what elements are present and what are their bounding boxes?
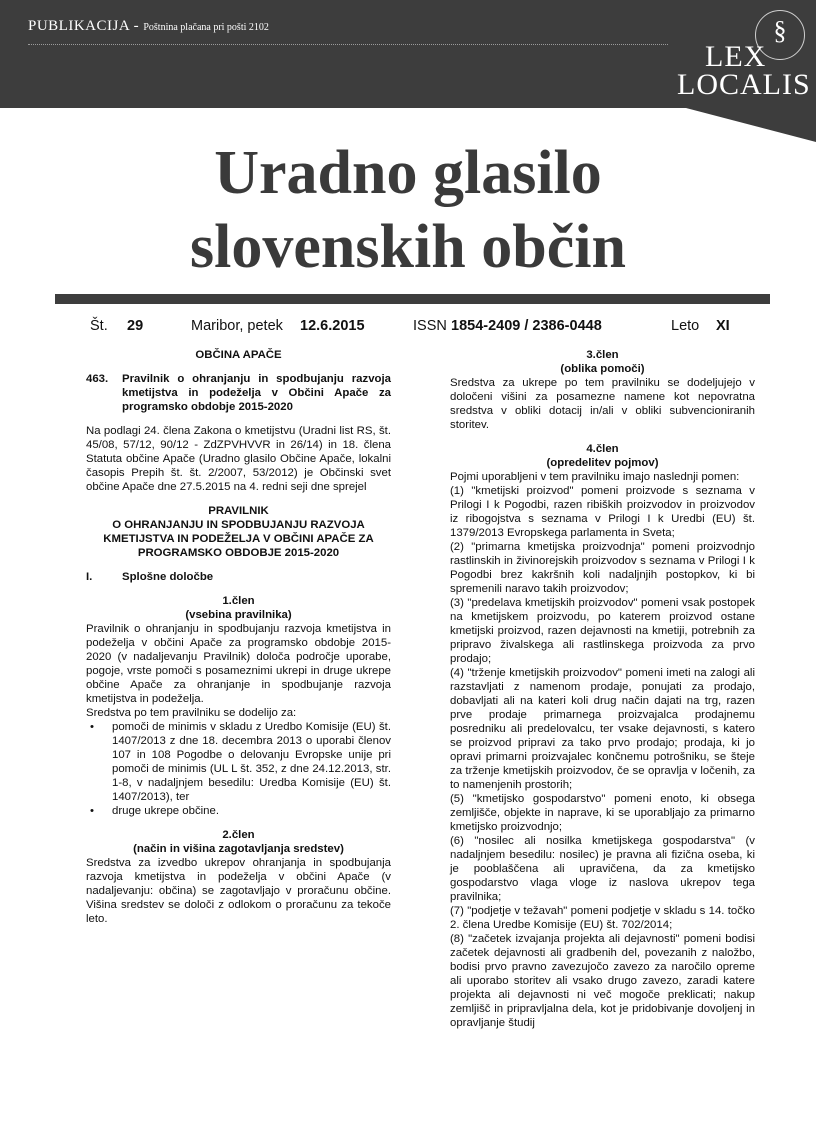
article-3-title: 3.člen	[586, 349, 619, 361]
dotted-divider	[28, 44, 668, 45]
article-4-intro: Pojmi uporabljeni v tem pravilniku imajo naslednji pomen:	[450, 471, 740, 483]
title-rule	[55, 294, 770, 304]
article-2-title: 2.člen	[222, 829, 255, 841]
article-1-subtitle: (vsebina pravilnika)	[185, 609, 292, 621]
meta-leto-label: Leto	[671, 318, 700, 334]
definition-3: (3) "predelava kmetijskih proizvodov" pomeni vsak postopek na kmetijskem proizvodu, po katerem proizvod ostane kmetijski proizvod, razen dejavnosti na kmetiji, potrebnih za pripravo živalskega ali rastlinskega proizvoda za prvo prodajo;	[450, 597, 755, 665]
bullet-item-1	[86, 720, 391, 804]
article-1-title: 1.člen	[222, 595, 255, 607]
definition-8: (8) "začetek izvajanja projekta ali dejavnosti" pomeni bodisi začetek dejavnosti ali gradbenih del, povezanih z naložbo, bodisi prvo pravno zavezujočo zavezo za naročilo opreme ali uporabo storitev ali vsako drugo zavezo, zaradi katere projekta ali dejavnosti ni več mogoče preklicati; nakup zemljišč in pripravljalna dela, kot je pridobivanje dovoljenj in opravljanje študij	[450, 933, 755, 1029]
bullet-text-1: pomoči de minimis v skladu z Uredbo Komisije (EU) št. 1407/2013 z dne 18. decembra 2013 o uporabi členov 107 in 108 Pogodbe o delovanju Evropske unije pri pomoči de minimis (UL L št. 352, z dne 24.12.2013, str. 1-8, v nadaljnjem besedilu: Uredba Komisije (EU) št. 1407/2013), ter	[112, 721, 391, 803]
meta-st-value: 29	[127, 318, 144, 334]
article-3-subtitle: (oblika pomoči)	[560, 363, 645, 375]
article-1-paragraph-1: Pravilnik o ohranjanju in spodbujanju razvoja kmetijstva in podeželja v občini Apače za programsko obdobje 2015-2020 (v nadaljevanju Pravilnik) določa področje uporabe, pogoje, vrste pomoči s posameznimi ukrepi in druge ukrepe občine Apače za ohranjanje in spodbujanje razvoja kmetijstva in podeželja.	[86, 623, 391, 705]
header-corner	[686, 108, 816, 142]
section-sign-icon: §	[773, 16, 787, 45]
bullet-item-2	[86, 804, 391, 818]
article-2-paragraph-1: Sredstva za izvedbo ukrepov ohranjanja in spodbujanja razvoja kmetijstva in podeželja v občini Apače (v nadaljevanju: občina) se zagotavljajo v proračunu občine. Višina sredstev se določi z odlokom o proračunu za tekoče leto.	[86, 857, 391, 925]
definition-2: (2) "primarna kmetijska proizvodnja" pomeni proizvodnjo rastlinskih in živinorejskih proizvodov s seznama v Prilogi I k Pogodbi brez kakršnih koli nadaljnjih postopkov, ki bi spremenili naravo takih proizvodov;	[450, 541, 755, 595]
document-number: 463.	[86, 373, 109, 385]
definition-1: (1) "kmetijski proizvod" pomeni proizvode s seznama v Prilogi I k Pogodbi, razen ribiških proizvodov in proizvodov iz ribogojstva s seznama v Prilogi I k Uredbi (EU) št. 1379/2013 Evropskega parlamenta in Sveta;	[450, 485, 755, 539]
article-2-subtitle: (način in višina zagotavljanja sredstev)	[133, 843, 344, 855]
pravilnik-title-4: PROGRAMSKO OBDOBJE 2015-2020	[137, 547, 340, 559]
header-bar	[0, 0, 816, 108]
article-4-title: 4.člen	[586, 443, 619, 455]
document-title: Pravilnik o ohranjanju in spodbujanju razvoja kmetijstva in podeželja v Občini Apače za programsko obdobje 2015-2020	[122, 373, 391, 413]
postage-text: Poštnina plačana pri pošti 2102	[143, 22, 269, 33]
article-3-paragraph-1: Sredstva za ukrepe po tem pravilniku se dodeljujejo v določeni višini za posamezne namene kot nepovratna sredstva v obliki dotacij in/ali v obliki subvencioniranih storitev.	[450, 377, 755, 431]
definition-6: (6) "nosilec ali nosilka kmetijskega gospodarstva" (v nadaljnjem besedilu: nosilec) je pravna ali fizična oseba, ki je pooblaščena ali upravičena, da za kmetijsko gospodarstvo vlaga vloge iz naslova ukrepov tega pravilnika;	[450, 835, 755, 903]
section-number: I.	[86, 571, 93, 583]
meta-date: 12.6.2015	[300, 318, 365, 334]
bullet-text-2: druge ukrepe občine.	[112, 805, 220, 817]
section-heading	[86, 570, 391, 584]
left-column	[86, 348, 391, 926]
pravilnik-title-3: KMETIJSTVA IN PODEŽELJA V OBČINI APAČE ZA	[103, 533, 374, 545]
logo-lex: LEX	[705, 40, 767, 73]
section-title: Splošne določbe	[122, 571, 214, 583]
intro-paragraph: Na podlagi 24. člena Zakona o kmetijstvu (Uradni list RS, št. 45/08, 57/12, 90/12 - ZdZPVHVVR in 26/14) in 18. člena Statuta občine Apače (Uradno glasilo Občine Apače, lokalni časopis Prepih št. št. 2/2007, 53/2012) je Občinski svet občine Apače dne 27.5.2015 na 4. redni seji dne sprejel	[86, 425, 391, 493]
pravilnik-title-2: O OHRANJANJU IN SPODBUJANJU RAZVOJA	[112, 519, 365, 531]
bullet-icon: •	[90, 805, 94, 817]
pravilnik-title-1: PRAVILNIK	[208, 505, 269, 517]
title-line-2: slovenskih občin	[190, 213, 626, 281]
definition-5: (5) "kmetijsko gospodarstvo" pomeni enoto, ki obsega zemljišče, objekte in naprave, ki se uporabljajo za primarno kmetijsko proizvodnjo;	[450, 793, 755, 833]
article-1-paragraph-2: Sredstva po tem pravilniku se dodelijo za:	[86, 707, 297, 719]
publication-label	[28, 18, 269, 35]
municipality-heading: OBČINA APAČE	[195, 349, 282, 361]
meta-issn-label: ISSN	[413, 318, 447, 334]
bullet-icon: •	[90, 721, 94, 733]
meta-place-date: Maribor, petek	[191, 318, 283, 334]
logo-localis: LOCALIS	[677, 68, 811, 101]
title-line-1: Uradno glasilo	[214, 139, 602, 207]
document-heading	[86, 372, 391, 414]
definition-7: (7) "podjetje v težavah" pomeni podjetje v skladu s 14. točko 2. člena Uredbe Komisije (EU) št. 702/2014;	[450, 905, 755, 931]
meta-leto: XI	[716, 318, 730, 334]
meta-issn: 1854-2409 / 2386-0448	[451, 318, 602, 334]
article-4-subtitle: (opredelitev pojmov)	[546, 457, 659, 469]
definition-4: (4) "trženje kmetijskih proizvodov" pomeni imeti na zalogi ali razstavljati z namenom prodaje, ponujati za prodajo, dobavljati ali na kateri koli drug način dajati na trg, razen prve prodaje primarnega proizvajalca prodajnemu posredniku ali predelovalcu, ter vsake dejavnosti, s katero se proizvod pripravi za tako prvo prodajo; prodaja, ki jo opravi primarni proizvajalec končnemu potrošniku, se šteje za trženje kmetijskih proizvodov, če se opravlja v ločenih, za to namenjenih prostorih;	[450, 667, 755, 791]
meta-st-label: Št.	[90, 318, 108, 334]
publication-text: PUBLIKACIJA -	[28, 18, 140, 34]
right-column	[450, 348, 755, 1030]
